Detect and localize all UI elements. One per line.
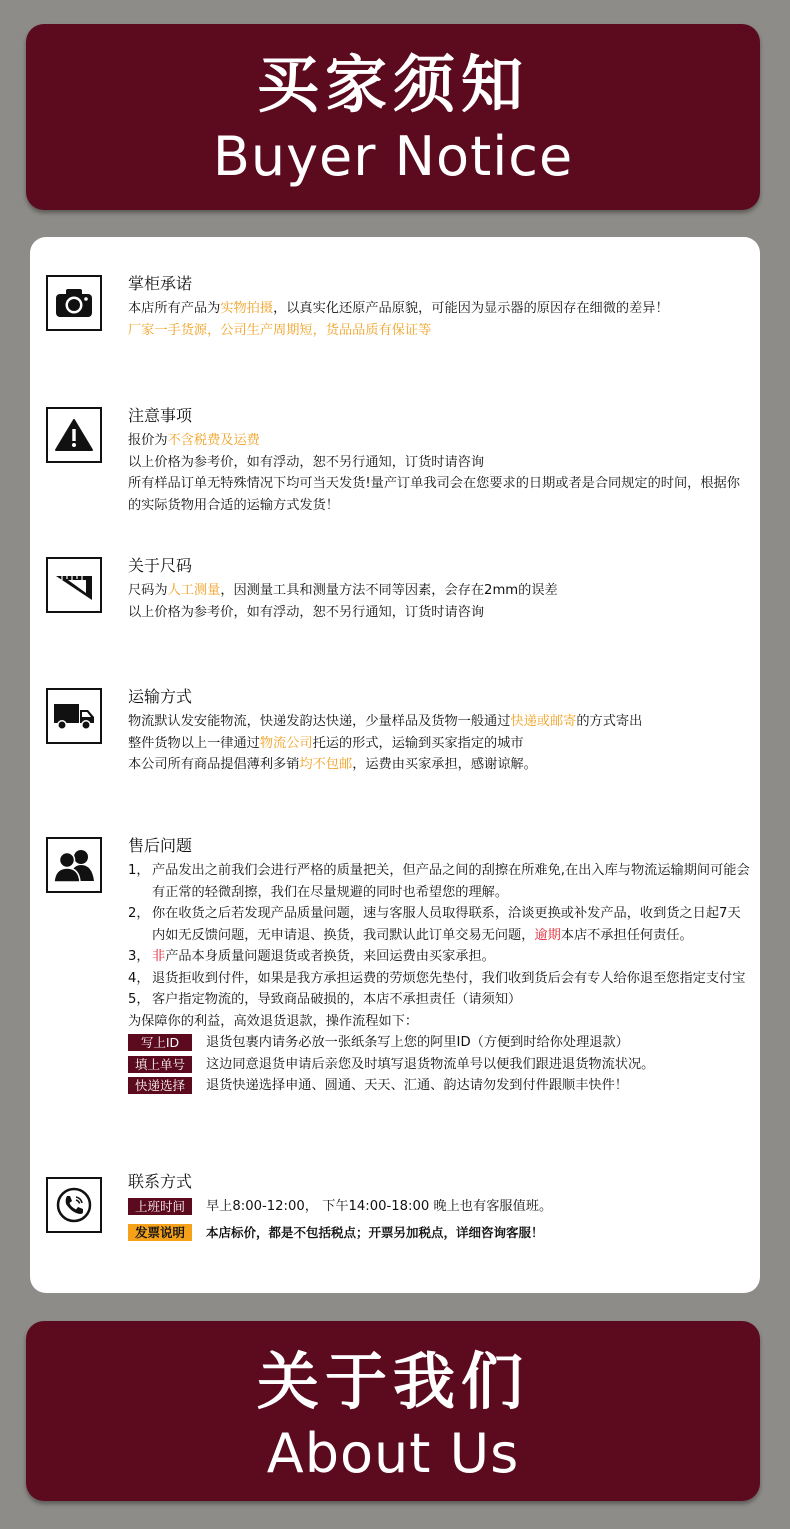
list-item: 3， 非产品本身质量问题退货或者换货，来回运费由买家承担。 (128, 949, 495, 964)
banner-title-cn: 买家须知 (256, 48, 529, 121)
list-item: 5， 客户指定物流的，导致商品破损的，本店不承担责任（请须知） (128, 992, 522, 1007)
flow-row: 快递选择 退货快递选择申通、圆通、天天、汇通、韵达请勿发到付件跟顺丰快件！ (128, 1075, 750, 1097)
banner-title-en: About Us (266, 1422, 520, 1485)
text-line: 本公司所有商品提倡薄利多销均不包邮，运费由买家承担，感谢谅解。 (128, 757, 537, 772)
working-hours-tag: 上班时间 (128, 1198, 192, 1215)
flow-intro: 为保障你的利益，高效退货退款，操作流程如下： (128, 1013, 419, 1029)
about-us-banner (26, 1321, 760, 1501)
users-icon (46, 837, 102, 893)
ruler-triangle-icon (46, 557, 102, 613)
section-title: 关于尺码 (128, 556, 193, 575)
section-title: 售后问题 (128, 836, 193, 855)
text-line: 以上价格为参考价，如有浮动，恕不另行通知，订货时请咨询 (128, 604, 485, 620)
section-title: 注意事项 (128, 406, 193, 425)
section-title: 运输方式 (128, 687, 193, 706)
banner-title-cn: 关于我们 (256, 1345, 529, 1418)
text-line: 以上价格为参考价，如有浮动，恕不另行通知，订货时请咨询 (128, 454, 485, 470)
buyer-notice-banner (26, 24, 760, 210)
text-line: 尺码为人工测量，因测量工具和测量方法不同等因素，会存在2mm的误差 (128, 583, 558, 598)
text-line: 厂家一手货源，公司生产周期短，货品品质有保证等 (128, 322, 432, 338)
list-item: 1， 产品发出之前我们会进行严格的质量把关，但产品之间的刮擦在所难免,在出入库与物流运输期间可能会有正常的轻微刮擦，我们在尽量规避的同时也希望您的理解。 (128, 863, 750, 900)
list-item: 2， 你在收货之后若发现产品质量问题，速与客服人员取得联系，洽谈更换或补发产品，收到货之日起7天内如无反馈问题，无申请退、换货，我司默认此订单交易无问题，逾期本店不承担任何责任。 (128, 906, 741, 943)
section-title: 联系方式 (128, 1172, 193, 1191)
text-line: 整件货物以上一律通过物流公司托运的形式，运输到买家指定的城市 (128, 735, 524, 751)
flow-row: 填上单号 这边同意退货申请后亲您及时填写退货物流单号以便我们跟进退货物流状况。 (128, 1054, 750, 1076)
text-line: 本店所有产品为实物拍摄，以真实化还原产品原貌，可能因为显示器的原因存在细微的差异！ (128, 301, 669, 316)
text-line: 所有样品订单无特殊情况下均可当天发货!量产订单我司会在您要求的日期或者是合同规定的时间，根据你的实际货物用合适的运输方式发货！ (128, 476, 740, 513)
working-hours-row: 上班时间 早上8:00-12:00， 下午14:00-18:00 晚上也有客服值班。 (128, 1196, 750, 1218)
invoice-tag: 发票说明 (128, 1224, 192, 1241)
notice-card (30, 237, 760, 1293)
truck-icon (46, 688, 102, 744)
text-line: 报价为不含税费及运费 (128, 433, 260, 448)
warning-icon (46, 407, 102, 463)
flow-tag: 填上单号 (128, 1056, 192, 1073)
flow-row: 写上ID 退货包裹内请务必放一张纸条写上您的阿里ID（方便到时给你处理退款） (128, 1032, 750, 1054)
camera-icon (46, 275, 102, 331)
banner-title-en: Buyer Notice (212, 125, 574, 188)
phone-icon (46, 1177, 102, 1233)
section-title: 掌柜承诺 (128, 274, 193, 293)
invoice-row: 发票说明 本店标价，都是不包括税点；开票另加税点，详细咨询客服！ (128, 1222, 750, 1244)
flow-tag: 快递选择 (128, 1077, 192, 1094)
flow-tag: 写上ID (128, 1034, 192, 1051)
text-line: 物流默认发安能物流，快递发韵达快递，少量样品及货物一般通过快递或邮寄的方式寄出 (128, 714, 643, 729)
list-item: 4， 退货拒收到付件，如果是我方承担运费的劳烦您先垫付，我们收到货后会有专人给你退至您指定支付宝 (128, 970, 746, 986)
